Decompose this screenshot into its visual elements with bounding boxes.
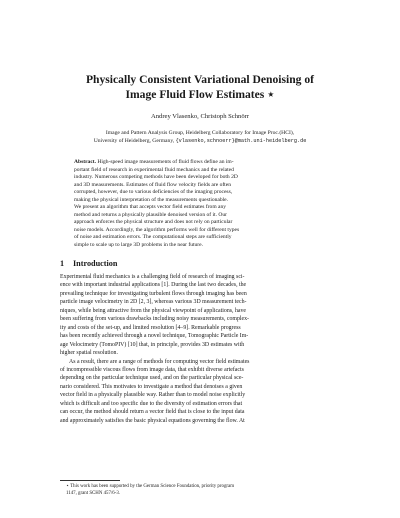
- body-line: depending on the particular technique used, and on the particular physical sce-: [60, 375, 244, 382]
- abstract-line: of noise and estimation errors. The computational steps are sufficiently: [74, 234, 232, 241]
- body-line: As a result, there are a range of methods for computing vector field estimates: [69, 358, 250, 365]
- affiliation-country: University of Heidelberg, Germany,: [93, 138, 176, 144]
- abstract-line: portant field of research in experimental fluid mechanics and the related: [74, 166, 234, 173]
- affiliation: [60, 129, 340, 145]
- footnote-line-1: ⋆ This work has been supported by the German Science Foundation, priority program: [66, 484, 234, 489]
- body-line: higher spatial resolution.: [60, 350, 118, 357]
- footnote: [60, 483, 344, 497]
- title-line-2: [60, 87, 340, 102]
- author-list: Andrey Vlasenko, Christoph Schnörr: [150, 113, 250, 120]
- body-line: prevailing technique for investigating turbulent flows through imaging has been: [60, 290, 247, 297]
- abstract-line: and 3D measurements. Estimates of fluid flow velocity fields are often: [74, 181, 231, 188]
- abstract-line: industry. Numerous competing methods have been developed for both 2D: [74, 174, 238, 181]
- title-footnote-marker: ⋆: [267, 88, 275, 101]
- body-line: Experimental fluid mechanics is a challenging field of research of imaging sci-: [60, 274, 245, 280]
- body-line: and approximately satisfies the basic physical equations governing the flow. At: [60, 417, 245, 424]
- body-line: can occur, the method should return a vector field that is close to the input data: [60, 409, 245, 416]
- abstract-line: noise models. Accordingly, the algorithm performs well for different types: [74, 226, 240, 233]
- body-line: been suffering from various drawbacks including noisy measurements, complex-: [60, 316, 249, 323]
- footnote-line-2: 1147, grant SCHN 457/6-3.: [66, 491, 121, 496]
- body-line: age Velocimetry (TomoPIV) [10] that, in principle, provides 3D estimates with: [60, 341, 245, 348]
- body-line: which is difficult and too specific due to the diversity of estimation errors that: [60, 400, 243, 407]
- abstract-line: corrupted, however, due to various deficiencies of the imaging process,: [74, 189, 233, 196]
- section-title: Introduction: [73, 259, 118, 268]
- body-line: ity and costs of the set-up, and limited resolution [4–9]. Remarkable progress: [60, 324, 241, 331]
- body-line: of incompressible viscous flows from image data, that exhibit diverse artefacts: [60, 366, 244, 373]
- affiliation-line-2: [60, 137, 340, 145]
- body-line: nario considered. This motivates to investigate a method that denoises a given: [60, 383, 243, 390]
- body-line: ence with important industrial applications [1]. During the last two decades, the: [60, 282, 247, 289]
- body-line: vector field in a physically plausible way. Rather than to model noise explicitly: [60, 392, 246, 399]
- section-number: 1: [60, 259, 65, 268]
- abstract-line: Abstract. High-speed image measurements of fluid flows define an im-: [74, 159, 234, 165]
- section-heading: [60, 259, 117, 268]
- abstract-line: method and returns a physically plausible denoised version of it. Our: [74, 211, 227, 218]
- abstract-line: simple to scale up to large 3D problems in the near future.: [74, 242, 203, 249]
- affiliation-line-1: Image and Pattern Analysis Group, Heidelberg Collaboratory for Image Proc.(HCI),: [105, 130, 295, 136]
- footnote-rule: [60, 480, 120, 481]
- body-line: niques, while being attractive from the physical viewpoint of applications, have: [60, 307, 246, 314]
- abstract-line: making the physical interpretation of the measurements questionable.: [74, 196, 229, 203]
- body-text: [60, 273, 344, 425]
- title-line-2-text: Image Fluid Flow Estimates: [125, 88, 265, 101]
- body-line: has been recently achieved through a novel technique, Tomographic Particle Im-: [60, 333, 249, 340]
- title-line-1: Physically Consistent Variational Denoising of: [85, 73, 315, 86]
- paper-title: [60, 72, 340, 102]
- abstract-line: approach enforces the physical structure and does not rely on particular: [74, 219, 233, 226]
- body-line: particle image velocimetry in 2D [2, 3], whereas various 3D measurement tech-: [60, 299, 247, 306]
- abstract: [74, 159, 326, 250]
- abstract-line: We present an algorithm that accepts vector field estimates from any: [74, 204, 227, 211]
- author-email: {vlasenko,schnoerr}@math.uni-heidelberg.de: [175, 138, 307, 144]
- abstract-heading: Abstract.: [74, 159, 97, 165]
